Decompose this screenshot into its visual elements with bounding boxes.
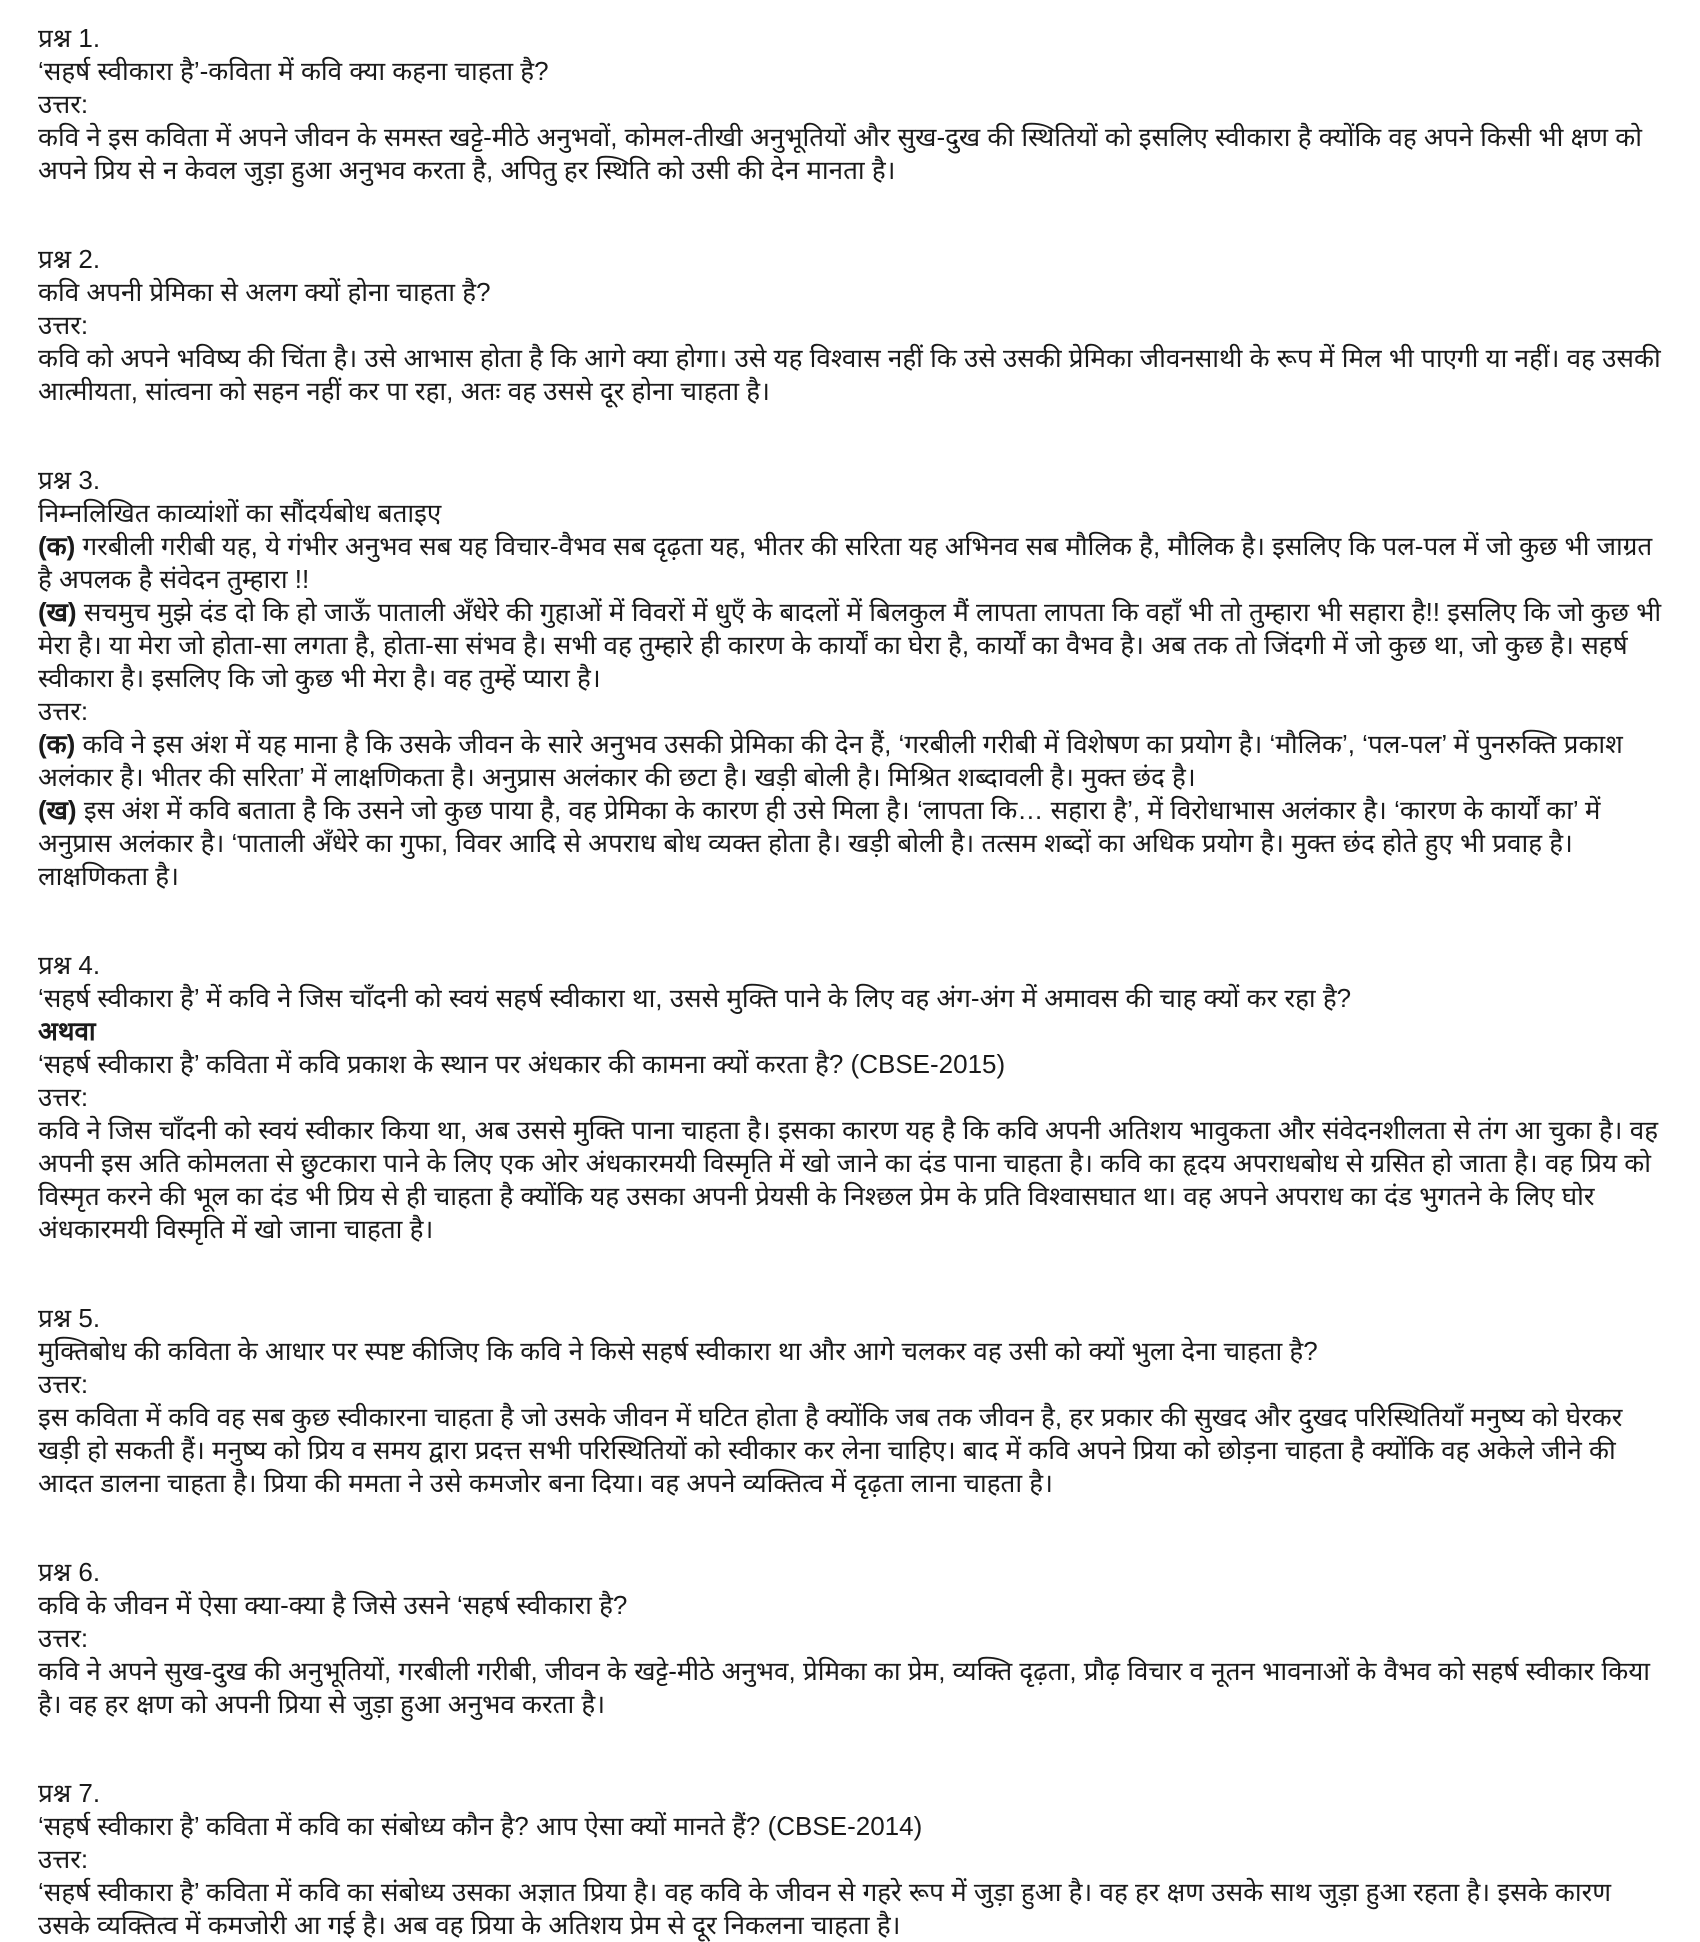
answer-text: कवि ने इस कविता में अपने जीवन के समस्त खट्टे-मीठे अनुभवों, कोमल-तीखी अनुभूतियों और सुख-दुख की स्थितियों को इसलिए स्वीकारा है क्योंकि वह अपने किसी भी क्षण को अपने प्रिय से न केवल जुड़ा हुआ अनुभव करता है, अपितु हर स्थिति को उसी की देन मानता है। <box>38 122 1642 185</box>
answer-label: उत्तर: <box>38 696 89 726</box>
question-label: प्रश्न 3. <box>38 465 101 495</box>
question-block-6 <box>38 1556 1668 1721</box>
question-block-5 <box>38 1302 1668 1500</box>
question-text: मुक्तिबोध की कविता के आधार पर स्पष्ट कीजिए कि कवि ने किसे सहर्ष स्वीकारा था और आगे चलकर वह उसी को क्यों भुला देना चाहता है? <box>38 1336 1318 1366</box>
answer-text: इस अंश में कवि बताता है कि उसने जो कुछ पाया है, वह प्रेमिका के कारण ही उसे मिला है। ‘लापता कि… सहारा है’, में विरोधाभास अलंकार है। ‘कारण के कार्यों का’ में अनुप्रास अलंकार है। ‘पाताली अँधेरे का गुफा, विवर आदि से अपराध बोध व्यक्त होता है। खड़ी बोली है। तत्सम शब्दों का अधिक प्रयोग है। मुक्त छंद होते हुए भी प्रवाह है। लाक्षणिकता है। <box>38 795 1601 891</box>
part-marker: (ख) <box>38 597 77 627</box>
answer-text: कवि ने जिस चाँदनी को स्वयं स्वीकार किया था, अब उससे मुक्ति पाना चाहता है। इसका कारण यह है कि कवि अपनी अतिशय भावुकता और संवेदनशीलता से तंग आ चुका है। वह अपनी इस अति कोमलता से छुटकारा पाने के लिए एक ओर अंधकारमयी विस्मृति में खो जाने का दंड पाना चाहता है। कवि का हृदय अपराधबोध से ग्रसित हो जाता है। वह प्रिय को विस्मृत करने की भूल का दंड भी प्रिय से ही चाहता है क्योंकि यह उसका अपनी प्रेयसी के निश्छल प्रेम के प्रति विश्वासघात था। वह अपने अपराध का दंड भुगतने के लिए घोर अंधकारमयी विस्मृति में खो जाना चाहता है। <box>38 1115 1659 1244</box>
answer-part-b <box>38 794 1668 893</box>
question-block-7 <box>38 1777 1668 1942</box>
answer-text: ‘सहर्ष स्वीकारा है’ कविता में कवि का संबोध्य उसका अज्ञात प्रिया है। वह कवि के जीवन से गहरे रूप में जुड़ा हुआ है। वह हर क्षण उसके साथ जुड़ा हुआ रहता है। इसके कारण उसके व्यक्तित्व में कमजोरी आ गई है। अब वह प्रिया के अतिशय प्रेम से दूर निकलना चाहता है। <box>38 1877 1612 1940</box>
or-label: अथवा <box>38 1016 96 1046</box>
verse-part-b <box>38 596 1668 695</box>
question-text: निम्नलिखित काव्यांशों का सौंदर्यबोध बताइए <box>38 498 442 528</box>
question-text: कवि के जीवन में ऐसा क्या-क्या है जिसे उसने ‘सहर्ष स्वीकारा है? <box>38 1590 628 1620</box>
alt-question-text: ‘सहर्ष स्वीकारा है’ कविता में कवि प्रकाश के स्थान पर अंधकार की कामना क्यों करता है? (CBSE-2015) <box>38 1049 1006 1079</box>
question-label: प्रश्न 6. <box>38 1557 101 1587</box>
question-text: ‘सहर्ष स्वीकारा है’-कविता में कवि क्या कहना चाहता है? <box>38 56 549 86</box>
question-label: प्रश्न 5. <box>38 1303 101 1333</box>
question-block-2 <box>38 243 1668 408</box>
part-marker: (ख) <box>38 795 77 825</box>
answer-label: उत्तर: <box>38 310 89 340</box>
answer-label: उत्तर: <box>38 1623 89 1653</box>
answer-label: उत्तर: <box>38 89 89 119</box>
question-text: ‘सहर्ष स्वीकारा है’ कविता में कवि का संबोध्य कौन है? आप ऐसा क्यों मानते हैं? (CBSE-2014) <box>38 1811 923 1841</box>
answer-label: उत्तर: <box>38 1369 89 1399</box>
verse-text: गरबीली गरीबी यह, ये गंभीर अनुभव सब यह विचार-वैभव सब दृढ़ता यह, भीतर की सरिता यह अभिनव सब मौलिक है, मौलिक है। इसलिए कि पल-पल में जो कुछ भी जाग्रत है अपलक है संवेदन तुम्हारा !! <box>38 531 1653 594</box>
question-label: प्रश्न 4. <box>38 950 101 980</box>
verse-part-a <box>38 530 1668 596</box>
answer-text: कवि ने अपने सुख-दुख की अनुभूतियों, गरबीली गरीबी, जीवन के खट्टे-मीठे अनुभव, प्रेमिका का प्रेम, व्यक्ति दृढ़ता, प्रौढ़ विचार व नूतन भावनाओं के वैभव को सहर्ष स्वीकार किया है। वह हर क्षण को अपनी प्रिया से जुड़ा हुआ अनुभव करता है। <box>38 1656 1651 1719</box>
answer-text: कवि ने इस अंश में यह माना है कि उसके जीवन के सारे अनुभव उसकी प्रेमिका की देन हैं, ‘गरबीली गरीबी में विशेषण का प्रयोग है। ‘मौलिक’, ‘पल-पल’ में पुनरुक्ति प्रकाश अलंकार है। भीतर की सरिता’ में लाक्षणिकता है। अनुप्रास अलंकार की छटा है। खड़ी बोली है। मिश्रित शब्दावली है। मुक्त छंद है। <box>38 729 1623 792</box>
qa-document <box>38 22 1668 1942</box>
answer-text: कवि को अपने भविष्य की चिंता है। उसे आभास होता है कि आगे क्या होगा। उसे यह विश्वास नहीं कि उसे उसकी प्रेमिका जीवनसाथी के रूप में मिल भी पाएगी या नहीं। वह उसकी आत्मीयता, सांत्वना को सहन नहीं कर पा रहा, अतः वह उससे दूर होना चाहता है। <box>38 343 1661 406</box>
question-text: कवि अपनी प्रेमिका से अलग क्यों होना चाहता है? <box>38 277 491 307</box>
question-block-3 <box>38 464 1668 893</box>
answer-part-a <box>38 728 1668 794</box>
part-marker: (क) <box>38 729 76 759</box>
answer-label: उत्तर: <box>38 1844 89 1874</box>
question-block-4 <box>38 949 1668 1246</box>
question-label: प्रश्न 7. <box>38 1778 101 1808</box>
question-label: प्रश्न 2. <box>38 244 101 274</box>
question-text: ‘सहर्ष स्वीकारा है’ में कवि ने जिस चाँदनी को स्वयं सहर्ष स्वीकारा था, उससे मुक्ति पाने के लिए वह अंग-अंग में अमावस की चाह क्यों कर रहा है? <box>38 983 1352 1013</box>
part-marker: (क) <box>38 531 76 561</box>
question-label: प्रश्न 1. <box>38 23 101 53</box>
answer-text: इस कविता में कवि वह सब कुछ स्वीकारना चाहता है जो उसके जीवन में घटित होता है क्योंकि जब तक जीवन है, हर प्रकार की सुखद और दुखद परिस्थितियाँ मनुष्य को घेरकर खड़ी हो सकती हैं। मनुष्य को प्रिय व समय द्वारा प्रदत्त सभी परिस्थितियों को स्वीकार कर लेना चाहिए। बाद में कवि अपने प्रिया को छोड़ना चाहता है क्योंकि वह अकेले जीने की आदत डालना चाहता है। प्रिया की ममता ने उसे कमजोर बना दिया। वह अपने व्यक्तित्व में दृढ़ता लाना चाहता है। <box>38 1402 1623 1498</box>
verse-text: सचमुच मुझे दंड दो कि हो जाऊँ पाताली अँधेरे की गुहाओं में विवरों में धुएँ के बादलों में बिलकुल मैं लापता लापता कि वहाँ भी तो तुम्हारा भी सहारा है!! इसलिए कि जो कुछ भी मेरा है। या मेरा जो होता-सा लगता है, होता-सा संभव है। सभी वह तुम्हारे ही कारण के कार्यों का घेरा है, कार्यों का वैभव है। अब तक तो जिंदगी में जो कुछ था, जो कुछ है। सहर्ष स्वीकारा है। इसलिए कि जो कुछ भी मेरा है। वह तुम्हें प्यारा है। <box>38 597 1662 693</box>
question-block-1 <box>38 22 1668 187</box>
answer-label: उत्तर: <box>38 1082 89 1112</box>
